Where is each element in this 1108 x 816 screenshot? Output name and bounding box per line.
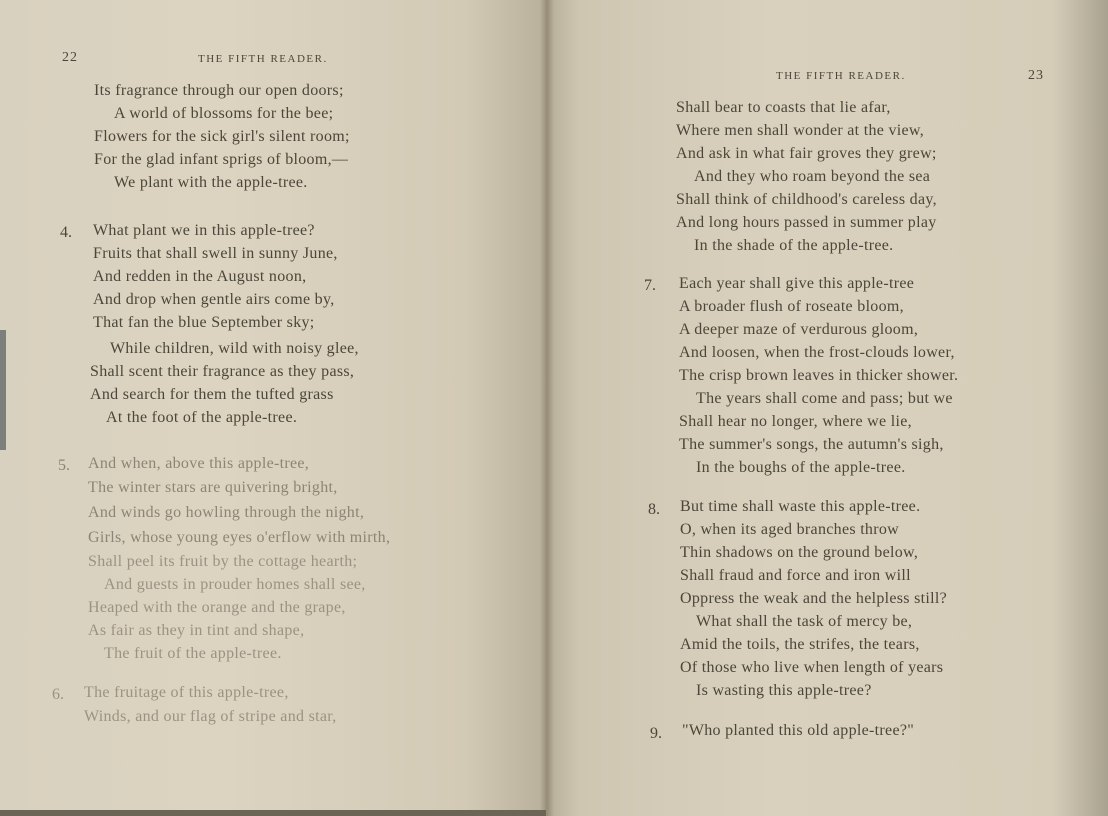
verse-line: The fruitage of this apple-tree, [84,684,289,701]
stanza-number: 5. [58,457,70,474]
verse-line: At the foot of the apple-tree. [106,409,298,426]
verse-line: Shall think of childhood's careless day, [676,191,937,208]
verse-line: And guests in prouder homes shall see, [104,576,366,593]
verse-line: And loosen, when the frost-clouds lower, [679,344,955,361]
verse-line: And long hours passed in summer play [676,214,937,231]
left-page-number: 22 [62,50,78,65]
verse-line: The crisp brown leaves in thicker shower. [679,367,959,384]
book-gutter [540,0,554,816]
verse-line: Amid the toils, the strifes, the tears, [680,636,920,653]
verse-line: In the boughs of the apple-tree. [696,459,906,476]
verse-line: A broader flush of roseate bloom, [679,298,904,315]
verse-line: Its fragrance through our open doors; [94,82,344,99]
right-page-number: 23 [1028,68,1044,83]
verse-line: What plant we in this apple-tree? [93,222,315,239]
verse-line: Of those who live when length of years [680,659,944,676]
verse-line: As fair as they in tint and shape, [88,622,305,639]
verse-line: Winds, and our flag of stripe and star, [84,708,337,725]
stanza-number: 8. [648,501,660,518]
verse-line: Thin shadows on the ground below, [680,544,919,561]
verse-line: Is wasting this apple-tree? [696,682,872,699]
verse-line: And they who roam beyond the sea [694,168,931,185]
verse-line: Shall peel its fruit by the cottage hearth; [88,553,358,570]
verse-line: And winds go howling through the night, [88,504,365,521]
verse-line: Where men shall wonder at the view, [676,122,925,139]
verse-line: The years shall come and pass; but we [696,390,953,407]
verse-line: "Who planted this old apple-tree?" [682,722,915,739]
verse-line: Girls, whose young eyes o'erflow with mirth, [88,529,391,546]
verse-line: What shall the task of mercy be, [696,613,913,630]
verse-line: The fruit of the apple-tree. [104,645,282,662]
verse-line: O, when its aged branches throw [680,521,900,538]
verse-line: But time shall waste this apple-tree. [680,498,921,515]
verse-line: In the shade of the apple-tree. [694,237,894,254]
stanza-number: 7. [644,277,656,294]
right-running-head: THE FIFTH READER. [776,70,906,82]
verse-line: The winter stars are quivering bright, [88,479,338,496]
verse-line: Shall bear to coasts that lie afar, [676,99,891,116]
verse-line: That fan the blue September sky; [93,314,315,331]
verse-line: A world of blossoms for the bee; [114,105,334,122]
stanza-number: 6. [52,686,64,703]
verse-line: Flowers for the sick girl's silent room; [94,128,350,145]
verse-line: Heaped with the orange and the grape, [88,599,346,616]
verse-line: Shall hear no longer, where we lie, [679,413,912,430]
verse-line: A deeper maze of verdurous gloom, [679,321,919,338]
right-page [546,0,1108,816]
verse-line: Shall fraud and force and iron will [680,567,911,584]
verse-line: And ask in what fair groves they grew; [676,145,937,162]
verse-line: Shall scent their fragrance as they pass, [90,363,355,380]
verse-line: Oppress the weak and the helpless still? [680,590,948,607]
verse-line: Each year shall give this apple-tree [679,275,915,292]
verse-line: And search for them the tufted grass [90,386,334,403]
verse-line: And redden in the August noon, [93,268,307,285]
left-running-head: THE FIFTH READER. [198,53,328,65]
verse-line: And drop when gentle airs come by, [93,291,335,308]
verse-line: And when, above this apple-tree, [88,455,310,472]
page-edge-mark [0,330,6,450]
verse-line: We plant with the apple-tree. [114,174,308,191]
stanza-number: 9. [650,725,662,742]
verse-line: Fruits that shall swell in sunny June, [93,245,338,262]
left-page [0,0,546,816]
verse-line: While children, wild with noisy glee, [110,340,359,357]
stanza-number: 4. [60,224,72,241]
verse-line: For the glad infant sprigs of bloom,— [94,151,349,168]
verse-line: The summer's songs, the autumn's sigh, [679,436,944,453]
